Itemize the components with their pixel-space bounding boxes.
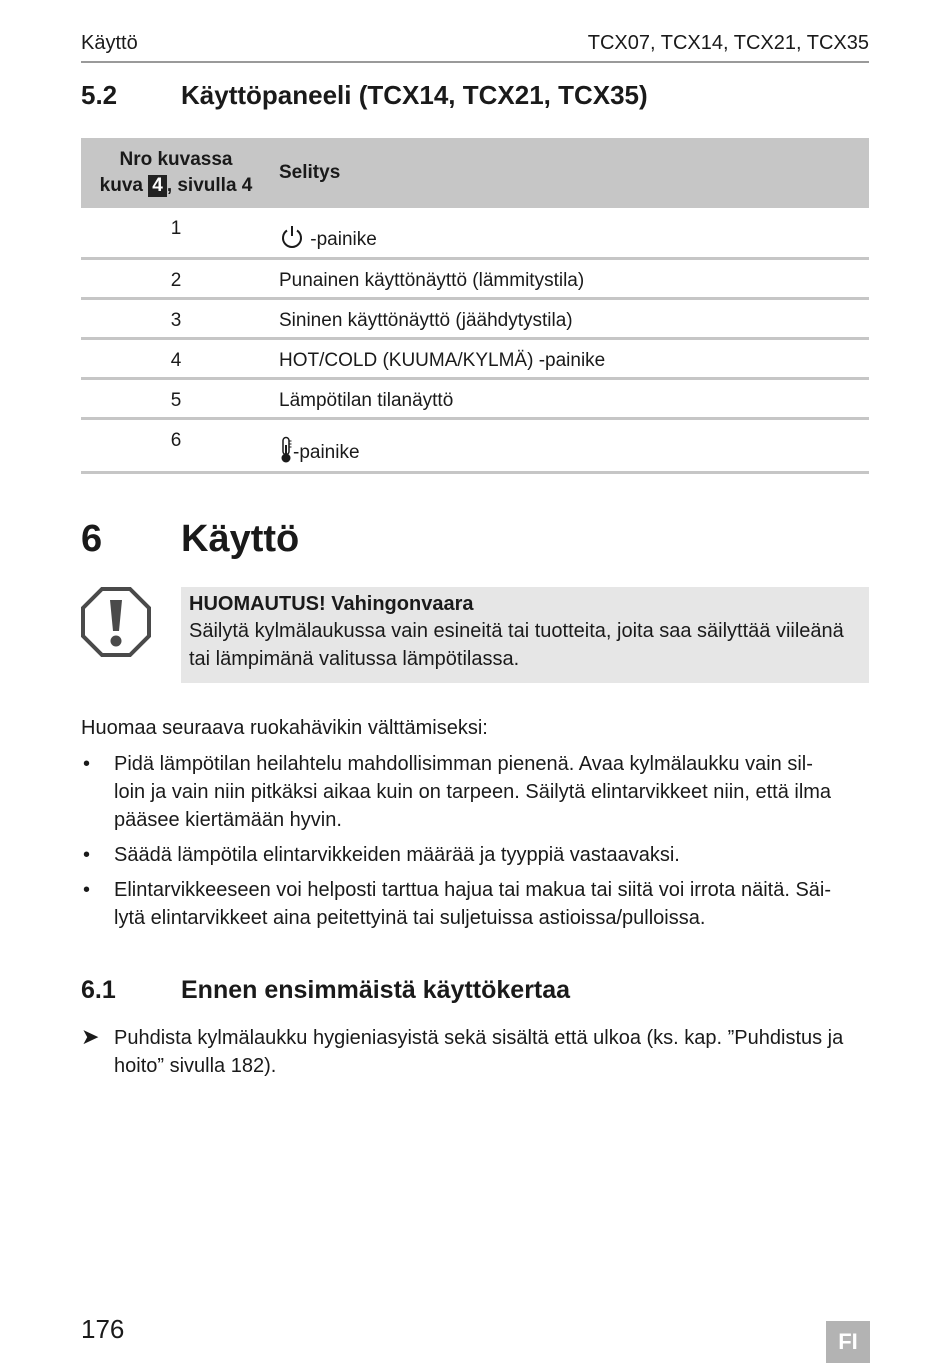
section-6-heading <box>0 518 950 564</box>
section-number: 6 <box>81 518 103 560</box>
row-number: 1 <box>81 208 271 259</box>
bullet-icon: • <box>83 844 91 866</box>
bullet-icon: • <box>83 753 91 775</box>
list-item-line: Pidä lämpötilan heilahtelu mahdollisimman pienenä. Avaa kylmälaukku vain sil- <box>114 753 813 775</box>
list-item-line: Elintarvikkeeseen voi helposti tarttua hajua tai makua tai siitä voi irrota näitä. Säi- <box>114 879 832 901</box>
arrow-icon: ➤ <box>81 1024 100 1049</box>
language-badge: FI <box>826 1321 870 1363</box>
table-row <box>81 299 869 339</box>
list-item <box>81 750 871 834</box>
section-title: Käyttö <box>181 518 300 560</box>
row-text: -painike <box>310 229 377 251</box>
notice-box <box>181 587 869 683</box>
list-item-line: lytä elintarvikkeet aina peitettyinä tai suljetuissa astioissa/pulloissa. <box>114 907 706 929</box>
row-number: 3 <box>81 299 271 339</box>
row-description: Punainen käyttönäyttö (lämmitystila) <box>271 259 869 299</box>
running-header-models: TCX07, TCX14, TCX21, TCX35 <box>587 32 869 54</box>
row-description <box>271 208 869 259</box>
row-number: 6 <box>81 419 271 473</box>
header-kuva: kuva <box>99 175 143 196</box>
instruction-step <box>81 1024 871 1080</box>
list-item-line: Säädä lämpötila elintarvikkeiden määrää ja tyyppiä vastaavaksi. <box>114 844 680 866</box>
bullet-icon: • <box>83 879 91 901</box>
control-panel-table <box>81 138 869 474</box>
tips-list <box>81 750 871 939</box>
row-description: Sininen käyttönäyttö (jäähdytystila) <box>271 299 869 339</box>
row-number: 2 <box>81 259 271 299</box>
header-page-ref: , sivulla 4 <box>166 175 253 196</box>
table-row <box>81 208 869 259</box>
running-header-chapter: Käyttö <box>81 32 138 54</box>
section-5-2-heading <box>0 80 950 114</box>
row-number: 5 <box>81 379 271 419</box>
list-item <box>81 841 871 869</box>
section-number: 5.2 <box>81 80 118 110</box>
page-number: 176 <box>81 1314 125 1344</box>
list-item <box>81 876 871 932</box>
row-number: 4 <box>81 339 271 379</box>
list-item-line: loin ja vain niin pitkäksi aikaa kuin on tarpeen. Säilytä elintarvikkeet niin, että ilma <box>114 781 832 803</box>
header-line-1: Nro kuvassa <box>119 149 233 170</box>
table-header-row <box>81 138 869 208</box>
table-row <box>81 339 869 379</box>
section-title: Ennen ensimmäistä käyttökertaa <box>181 976 571 1004</box>
notice-line: Säilytä kylmälaukussa vain esineitä tai tuotteita, joita saa säilyttää viileänä <box>189 620 844 642</box>
notice-title: HUOMAUTUS! Vahingonvaara <box>189 593 474 615</box>
notice-line: tai lämpimänä valitussa lämpötilassa. <box>189 648 520 670</box>
thermometer-icon <box>279 436 293 470</box>
list-item-line: pääsee kiertämään hyvin. <box>114 809 342 831</box>
table-header-description: Selitys <box>279 162 341 183</box>
header-rule <box>81 61 869 63</box>
intro-paragraph: Huomaa seuraava ruokahävikin välttämiseksi: <box>81 717 488 739</box>
table-row <box>81 419 869 473</box>
step-line: hoito” sivulla 182). <box>114 1055 277 1077</box>
table-row <box>81 379 869 419</box>
section-6-1-heading <box>0 976 950 1008</box>
table-row <box>81 259 869 299</box>
section-title: Käyttöpaneeli (TCX14, TCX21, TCX35) <box>181 80 648 110</box>
row-description: HOT/COLD (KUUMA/KYLMÄ) -painike <box>271 339 869 379</box>
row-text: -painike <box>293 442 360 464</box>
row-description <box>271 419 869 473</box>
power-icon <box>279 224 305 256</box>
warning-octagon-icon <box>80 586 152 658</box>
step-line: Puhdista kylmälaukku hygieniasyistä sekä sisältä että ulkoa (ks. kap. ”Puhdistus ja <box>114 1027 844 1049</box>
section-number: 6.1 <box>81 976 116 1004</box>
header-line-2 <box>81 173 271 199</box>
table-header-number <box>81 138 271 208</box>
figure-number-badge: 4 <box>148 175 167 197</box>
row-description: Lämpötilan tilanäyttö <box>271 379 869 419</box>
